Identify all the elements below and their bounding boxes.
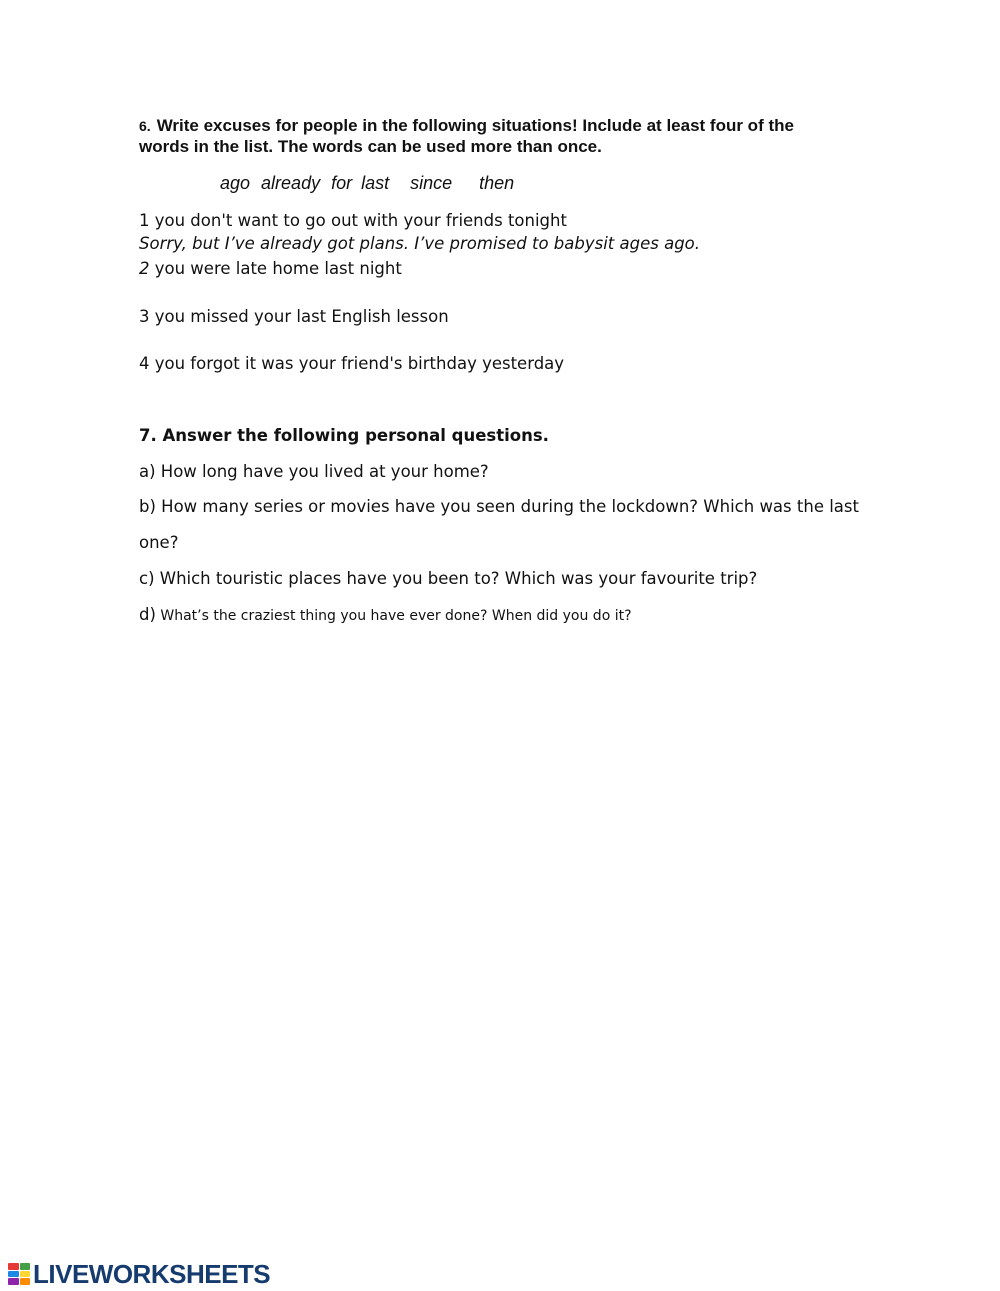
question-d [139,604,632,627]
logo-block [8,1263,19,1270]
exercise6-title-line1: Write excuses for people in the following situations! Include at least four of the [156,116,794,135]
word-for: for [331,173,353,193]
exercise6-item-2-number: 2 [139,259,150,278]
logo-text: LIVEWORKSHEETS [33,1258,271,1289]
word-since: since [410,173,453,193]
logo-block [8,1278,19,1285]
question-c: c) Which touristic places have you been to? Which was your favourite trip? [139,569,758,588]
question-b-line1: b) How many series or movies have you seen during the lockdown? Which was the last [139,497,859,516]
logo-block [20,1271,31,1278]
logo-mark-icon [8,1263,30,1285]
exercise6-title-line2: words in the list. The words can be used more than once. [139,137,602,156]
question-a: a) How long have you lived at your home? [139,462,489,481]
exercise6-title [139,116,794,136]
logo-block [20,1278,31,1285]
exercise6-item-3: 3 you missed your last English lesson [139,307,449,326]
logo-block [8,1271,19,1278]
word-then: then [479,173,515,193]
word-ago: ago [220,173,251,193]
word-already: already [261,173,321,193]
exercise6-number: 6. [139,118,151,134]
exercise6-item-1-example: Sorry, but I’ve already got plans. I’ve promised to babysit ages ago. [139,234,701,253]
exercise6-item-2 [139,258,402,280]
exercise6-item-1: 1 you don't want to go out with your friends tonight [139,211,567,230]
exercise7-title: 7. Answer the following personal questions. [139,426,549,445]
word-last: last [361,173,390,193]
exercise6-item-2-text: you were late home last night [149,259,402,278]
liveworksheets-logo [8,1259,270,1289]
word-list [220,172,514,194]
logo-block [20,1263,31,1270]
question-d-label: d) [139,605,156,624]
question-b-line2: one? [139,533,179,552]
exercise6-item-4: 4 you forgot it was your friend's birthday yesterday [139,354,565,373]
question-d-text: What’s the craziest thing you have ever done? When did you do it? [155,608,632,624]
